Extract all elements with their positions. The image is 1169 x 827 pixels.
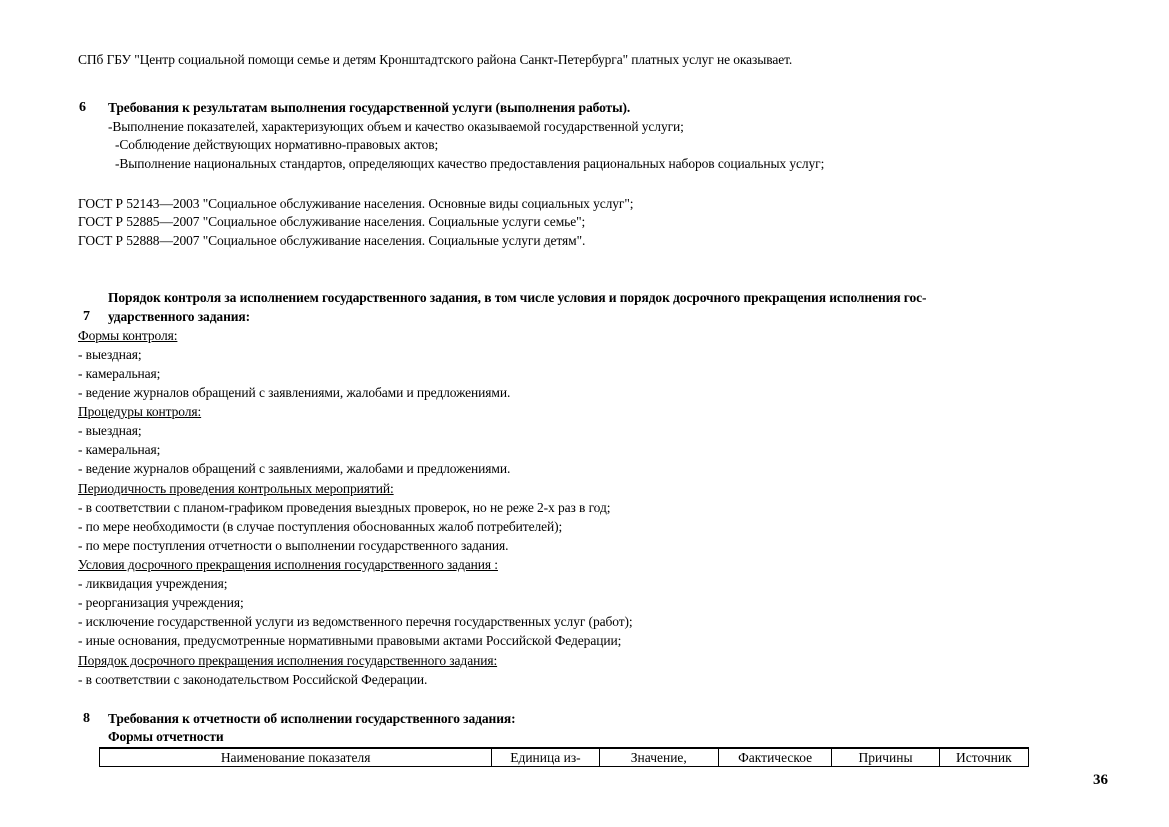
page-number: 36 <box>1093 772 1108 788</box>
section-6-item: -Соблюдение действующих нормативно-правовых актов; <box>115 137 439 152</box>
gost-line: ГОСТ Р 52885—2007 "Социальное обслуживание населения. Социальные услуги семье"; <box>78 214 586 229</box>
section-6-item: -Выполнение национальных стандартов, определяющих качество предоставления рациональных наборов социальных услуг; <box>115 156 825 171</box>
reporting-forms-subheading: Формы отчетности <box>108 729 224 744</box>
table-header-cell: Причины <box>832 748 939 767</box>
procedures-title: Процедуры контроля: <box>78 404 202 419</box>
table-header-cell: Значение, <box>599 748 718 767</box>
termination-condition-item: - реорганизация учреждения; <box>78 595 244 610</box>
termination-condition-item: - иные основания, предусмотренные нормативными правовыми актами Российской Федерации; <box>78 633 622 648</box>
control-form-item: - ведение журналов обращений с заявлениями, жалобами и предложениями. <box>78 385 511 400</box>
procedure-item: - камеральная; <box>78 442 161 457</box>
section-7-heading-line1: Порядок контроля за исполнением государственного задания, в том числе условия и порядок досрочного прекращения исполнения гос- <box>108 290 927 305</box>
table-header-cell: Фактическое <box>718 748 831 767</box>
intro-text: СПб ГБУ "Центр социальной помощи семье и детям Кронштадтского района Санкт-Петербурга" платных услуг не оказывает. <box>78 52 793 67</box>
section-6-heading: Требования к результатам выполнения государственной услуги (выполнения работы). <box>108 100 631 115</box>
control-form-item: - выездная; <box>78 347 142 362</box>
termination-order-title: Порядок досрочного прекращения исполнения государственного задания: <box>78 653 498 668</box>
section-7-heading-line2: ударственного задания: <box>108 309 251 324</box>
gost-line: ГОСТ Р 52143—2003 "Социальное обслуживание населения. Основные виды социальных услуг"; <box>78 196 634 211</box>
table-header-cell: Наименование показателя <box>100 748 492 767</box>
procedure-item: - ведение журналов обращений с заявлениями, жалобами и предложениями. <box>78 461 511 476</box>
section-8-number: 8 <box>83 711 90 726</box>
control-forms-title: Формы контроля: <box>78 328 178 343</box>
table-header-cell: Источник <box>939 748 1028 767</box>
table-header-cell: Единица из- <box>492 748 599 767</box>
control-form-item: - камеральная; <box>78 366 161 381</box>
termination-conditions-title: Условия досрочного прекращения исполнения государственного задания : <box>78 557 498 572</box>
procedure-item: - выездная; <box>78 423 142 438</box>
periodicity-item: - по мере поступления отчетности о выполнении государственного задания. <box>78 538 509 553</box>
table-header-row <box>100 748 1029 767</box>
section-6-item: -Выполнение показателей, характеризующих объем и качество оказываемой государственной услуги; <box>108 119 684 134</box>
gost-line: ГОСТ Р 52888—2007 "Социальное обслуживание населения. Социальные услуги детям". <box>78 233 586 248</box>
termination-order-item: - в соответствии с законодательством Российской Федерации. <box>78 672 428 687</box>
periodicity-item: - в соответствии с планом-графиком проведения выездных проверок, но не реже 2-х раз в год; <box>78 500 611 515</box>
section-8-heading: Требования к отчетности об исполнении государственного задания: <box>108 711 516 726</box>
section-7-number: 7 <box>83 309 90 324</box>
termination-condition-item: - ликвидация учреждения; <box>78 576 228 591</box>
reporting-forms-table <box>99 747 1029 767</box>
termination-condition-item: - исключение государственной услуги из ведомственного перечня государственных услуг (работ); <box>78 614 633 629</box>
periodicity-item: - по мере необходимости (в случае поступления обоснованных жалоб потребителей); <box>78 519 563 534</box>
section-6-number: 6 <box>79 100 86 115</box>
periodicity-title: Периодичность проведения контрольных мероприятий: <box>78 481 394 496</box>
